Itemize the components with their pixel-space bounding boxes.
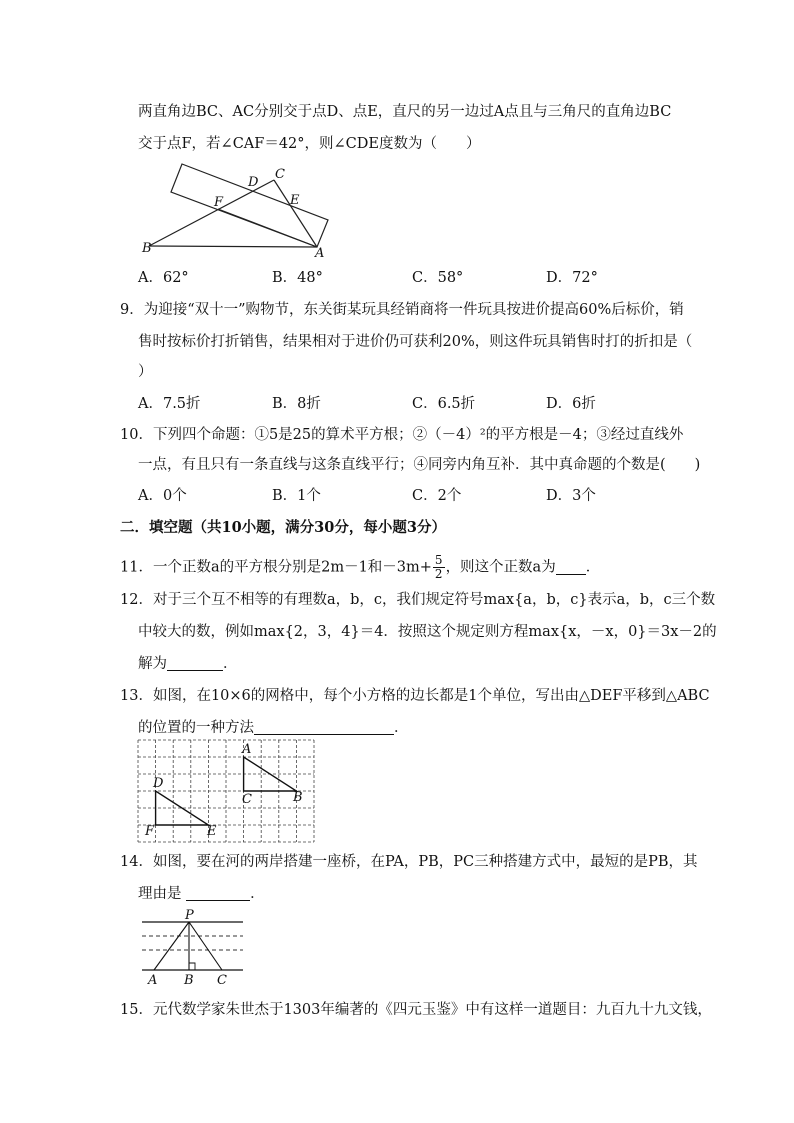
q8-label-F: F [214, 195, 224, 210]
q13-text-pre: 的位置的一种方法 [138, 720, 254, 736]
q14-label-A: A [148, 973, 158, 988]
q13-label-B: B [293, 790, 303, 805]
q8-label-C: C [275, 167, 285, 182]
q14-label-C: C [217, 973, 227, 988]
q9-option-a: A．7.5折 [138, 396, 201, 412]
q12-line3 [138, 654, 238, 674]
q11-frac-den: 2 [434, 567, 443, 581]
q12-answer-blank[interactable] [167, 656, 223, 671]
q10-option-d: D．3个 [546, 488, 596, 504]
q14-text-pre: 理由是 [138, 886, 187, 902]
q9-option-c: C．6.5折 [412, 396, 476, 412]
q11-fraction [433, 554, 445, 581]
q10-line1: 10．下列四个命题：①5是25的算术平方根；②（－4）²的平方根是－4；③经过直线外 [120, 427, 684, 443]
q13-label-F: F [145, 824, 155, 839]
q8-figure [140, 162, 340, 262]
q9-line1: 9．为迎接“双十一”购物节，东关街某玩具经销商将一件玩具按进价提高60%后标价，销 [120, 302, 684, 318]
q11-line [120, 554, 600, 581]
q14-label-B: B [184, 973, 194, 988]
q10-option-b: B．1个 [272, 488, 321, 504]
q8-option-b: B．48° [272, 270, 323, 286]
q14-river-figure [140, 908, 245, 986]
q14-line1: 14．如图，要在河的两岸搭建一座桥，在PA，PB，PC三种搭建方式中，最短的是PB，其 [120, 854, 698, 870]
q11-frac-num: 5 [434, 553, 443, 567]
q8-option-d: D．72° [546, 270, 598, 286]
q9-line2: 售时按标价打折销售，结果相对于进价仍可获利20%，则这件玩具销售时打的折扣是（ [138, 334, 693, 350]
q8-label-D: D [248, 175, 259, 190]
q13-line2 [138, 718, 409, 738]
q13-text-end: ． [394, 720, 409, 736]
q12-line2: 中较大的数，例如max{2，3，4}＝4．按照这个规定则方程max{x，－x，0}＝3x－2的 [138, 624, 717, 640]
q13-grid-figure [138, 740, 314, 842]
q9-option-d: D．6折 [546, 396, 596, 412]
section-title: 二．填空题（共10小题，满分30分，每小题3分） [120, 519, 446, 536]
q9-line3: ） [138, 364, 153, 380]
q8-line1: 两直角边BC、AC分别交于点D、点E，直尺的另一边过A点且与三角尺的直角边BC [138, 104, 672, 120]
q11-answer-blank[interactable] [556, 560, 586, 575]
q11-text-pre: 11．一个正数a的平方根分别是2m－1和－3m+ [120, 559, 432, 576]
q12-text-pre: 解为 [138, 656, 167, 672]
q15-line1: 15．元代数学家朱世杰于1303年编著的《四元玉鉴》中有这样一道题目：九百九十九文钱， [120, 1002, 712, 1018]
q10-line2: 一点，有且只有一条直线与这条直线平行；④同旁内角互补．其中真命题的个数是( ) [138, 457, 701, 473]
q8-label-B: B [142, 241, 152, 256]
q8-label-E: E [290, 193, 300, 208]
q11-text-post: ，则这个正数a为 [445, 559, 556, 576]
q14-line2 [138, 884, 265, 904]
q10-option-a: A．0个 [138, 488, 187, 504]
q13-line1: 13．如图，在10×6的网格中，每个小方格的边长都是1个单位，写出由△DEF平移到△ABC [120, 688, 710, 704]
q13-answer-blank[interactable] [254, 720, 394, 735]
q8-option-a: A．62° [138, 270, 189, 286]
q13-label-E: E [207, 824, 217, 839]
q14-answer-blank[interactable] [186, 886, 250, 901]
q14-text-end: ． [250, 886, 265, 902]
q11-text-end: ． [585, 559, 601, 576]
q9-option-b: B．8折 [272, 396, 321, 412]
q12-line1: 12．对于三个互不相等的有理数a，b，c，我们规定符号max{a，b，c}表示a，b，c三个数 [120, 592, 716, 608]
q12-text-end: ． [223, 656, 238, 672]
q13-label-A: A [242, 742, 252, 757]
q8-line2: 交于点F，若∠CAF＝42°，则∠CDE度数为（ ） [138, 136, 481, 152]
q8-option-c: C．58° [412, 270, 464, 286]
q13-label-D: D [153, 776, 164, 791]
q14-label-P: P [185, 908, 194, 923]
q10-option-c: C．2个 [412, 488, 462, 504]
q8-label-A: A [315, 246, 325, 261]
q13-label-C: C [242, 792, 252, 807]
